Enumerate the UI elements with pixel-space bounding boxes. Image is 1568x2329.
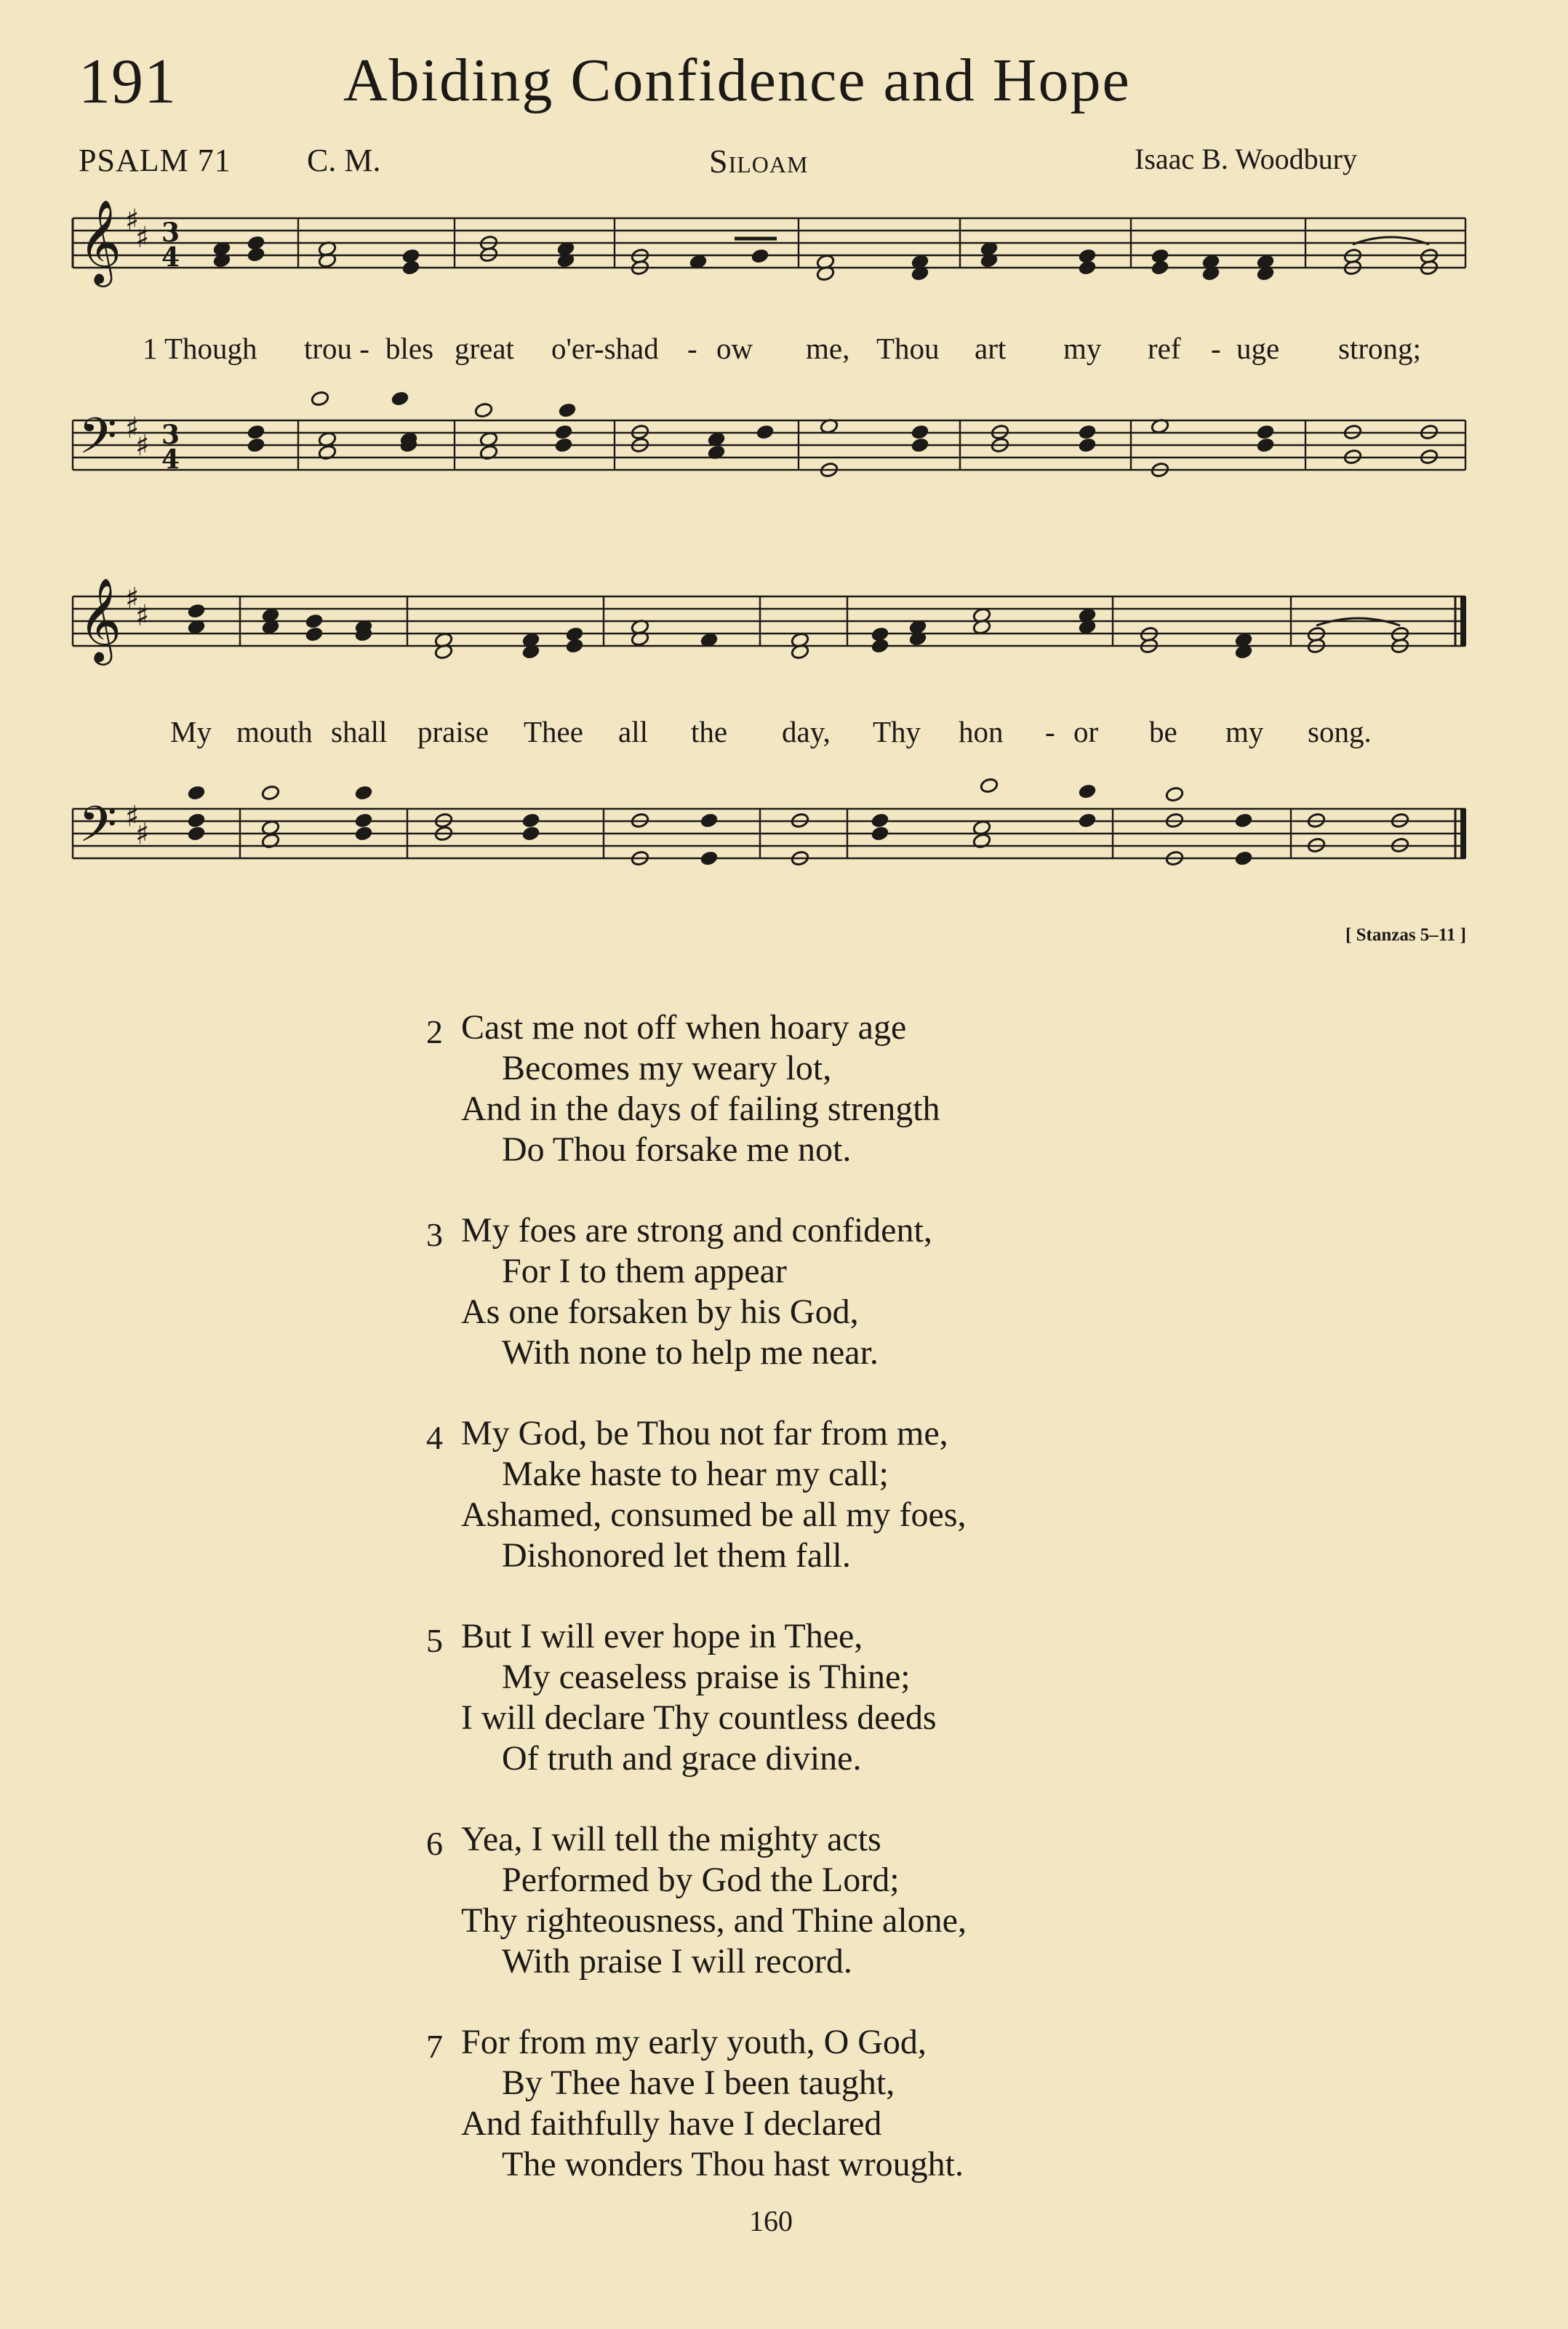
note-head (187, 603, 206, 620)
final-bar-line (1460, 596, 1466, 646)
sharp-icon: ♯ (135, 221, 150, 255)
note-head (565, 638, 584, 655)
note-head (311, 391, 329, 407)
lyric-syllable: - (1045, 715, 1055, 748)
stanza-line: By Thee have I been taught, (502, 2064, 895, 2102)
stanza-note: [ Stanzas 5–11 ] (1345, 925, 1466, 945)
note-head (247, 437, 265, 454)
stanza-line: The wonders Thou hast wrought. (502, 2145, 964, 2184)
lyric-syllable: day, (782, 715, 831, 748)
note-head (1078, 260, 1097, 276)
stanza-line: For I to them appear (502, 1252, 787, 1290)
note-head (261, 785, 280, 802)
note-head (1078, 437, 1097, 454)
treble-clef-icon: 𝄞 (79, 577, 122, 662)
tune-name: Siloam (709, 143, 809, 180)
lyric-syllable: song. (1308, 715, 1372, 748)
lyric-syllable: mouth (236, 715, 313, 748)
stanza-line: As one forsaken by his God, (461, 1293, 859, 1331)
stanza-line: Of truth and grace divine. (502, 1739, 862, 1778)
sharp-icon: ♯ (135, 429, 150, 463)
note-head (391, 391, 409, 407)
lyric-syllable: ref (1148, 332, 1181, 365)
stanza-line: Make haste to hear my call; (502, 1455, 889, 1493)
note-head (1151, 260, 1169, 276)
lyric-syllable: trou - (304, 332, 369, 365)
lyric-syllable: praise (417, 715, 489, 748)
lyric-syllable: my (1063, 332, 1102, 365)
note-head (871, 812, 889, 829)
note-head (1078, 424, 1097, 441)
note-head (980, 778, 999, 794)
note-head (871, 826, 889, 842)
lyric-syllable: Thy (873, 715, 921, 748)
lyric-syllable: great (455, 332, 514, 365)
lyric-syllable: uge (1236, 332, 1280, 365)
sharp-icon: ♯ (125, 582, 140, 615)
stanza-line: Cast me not off when hoary age (461, 1008, 907, 1047)
note-head (700, 812, 719, 829)
stanza-line: Ashamed, consumed be all my foes, (461, 1495, 967, 1534)
note-head (1256, 424, 1275, 441)
hymn-number: 191 (79, 47, 177, 117)
stanza-line: Yea, I will tell the mighty acts (461, 1820, 881, 1858)
time-signature-bottom: 4 (161, 444, 180, 475)
stanza-number: 3 (426, 1216, 443, 1253)
note-head (187, 812, 206, 829)
note-head (700, 850, 719, 867)
stanza-line: My ceaseless praise is Thine; (502, 1658, 911, 1696)
note-head (1234, 812, 1253, 829)
sharp-icon: ♯ (125, 204, 140, 237)
stanza-number: 6 (426, 1825, 443, 1862)
stanza-line: My foes are strong and confident, (461, 1211, 932, 1250)
stanza-line: My God, be Thou not far from me, (461, 1414, 948, 1453)
lyric-syllable: be (1149, 715, 1177, 748)
lyric-syllable: strong; (1338, 332, 1421, 365)
lyrics-line-1 (0, 331, 1568, 375)
note-head (521, 826, 540, 842)
stanza-line: But I will ever hope in Thee, (461, 1617, 863, 1655)
note-head (521, 812, 540, 829)
lyric-syllable: my (1225, 715, 1264, 748)
note-head (354, 785, 373, 802)
music-score (0, 0, 1568, 946)
lyric-syllable: me, (806, 332, 850, 365)
note-head (871, 638, 889, 655)
stanza-line: Do Thou forsake me not. (502, 1130, 852, 1169)
note-head (305, 613, 324, 630)
lyric-syllable: - (1211, 332, 1221, 365)
bass-clef-icon: 𝄢 (79, 796, 117, 866)
lyric-syllable: - (687, 332, 697, 365)
composer: Isaac B. Woodbury (1135, 143, 1357, 175)
stanza-number: 2 (426, 1013, 443, 1050)
stanza-number: 7 (426, 2028, 443, 2065)
lyric-syllable: 1 Though (143, 332, 257, 365)
stanza-line: And in the days of failing strength (461, 1090, 940, 1128)
note-head (247, 247, 265, 263)
note-head (1078, 812, 1097, 829)
stanza-line: With praise I will record. (502, 1942, 852, 1981)
lyric-syllable: My (170, 715, 212, 748)
lyric-syllable: Thou (876, 332, 940, 365)
stanza-line: And faithfully have I declared (461, 2104, 882, 2143)
note-head (187, 826, 206, 842)
stanza-line: Thy righteousness, and Thine alone, (461, 1901, 967, 1940)
note-head (554, 424, 573, 441)
time-signature-bottom: 4 (161, 242, 180, 273)
stanza-line: For from my early youth, O God, (461, 2023, 927, 2061)
lyric-syllable: hon (959, 715, 1004, 748)
sharp-icon: ♯ (125, 800, 140, 834)
stanza-line: Becomes my weary lot, (502, 1049, 832, 1087)
lyric-syllable: Thee (524, 715, 583, 748)
lyric-syllable: bles (385, 332, 434, 365)
bass-clef-icon: 𝄢 (79, 408, 117, 477)
lyric-syllable: the (691, 715, 728, 748)
note-head (1234, 850, 1253, 867)
lyric-syllable: ow (716, 332, 753, 365)
note-head (756, 424, 775, 441)
note-head (554, 437, 573, 454)
stanza-line: With none to help me near. (502, 1333, 879, 1372)
lyric-syllable: art (975, 332, 1007, 365)
note-head (401, 260, 420, 276)
sharp-icon: ♯ (125, 412, 140, 445)
note-head (474, 402, 493, 419)
lyric-syllable: o'er-shad (551, 332, 659, 365)
stanza-line: I will declare Thy countless deeds (461, 1698, 937, 1737)
note-head (305, 626, 324, 643)
psalm-reference: PSALM 71 (79, 143, 231, 178)
note-head (354, 812, 373, 829)
stanza-number: 5 (426, 1622, 443, 1659)
time-signature-top: 3 (161, 217, 180, 248)
lyric-syllable: or (1073, 715, 1099, 748)
final-bar-line (1460, 809, 1466, 858)
lyrics-line-2 (0, 714, 1568, 758)
stanza-line: Dishonored let them fall. (502, 1536, 851, 1575)
treble-clef-icon: 𝄞 (79, 199, 122, 284)
meter: C. M. (307, 143, 381, 178)
page-number: 160 (749, 2205, 793, 2237)
note-head (354, 826, 373, 842)
note-head (247, 424, 265, 441)
note-head (911, 424, 929, 441)
time-signature-top: 3 (161, 420, 180, 450)
note-head (187, 785, 206, 802)
lyric-syllable: all (618, 715, 648, 748)
hymn-title: Abiding Confidence and Hope (343, 47, 1131, 114)
note-head (1256, 437, 1275, 454)
note-head (1078, 783, 1097, 800)
note-head (558, 402, 577, 419)
stanza-number: 4 (426, 1419, 443, 1456)
note-head (1165, 786, 1184, 803)
note-head (751, 248, 769, 265)
sharp-icon: ♯ (135, 599, 150, 633)
stanza-line: Performed by God the Lord; (502, 1861, 900, 1899)
sharp-icon: ♯ (135, 818, 150, 851)
lyric-syllable: shall (331, 715, 388, 748)
note-head (911, 437, 929, 454)
